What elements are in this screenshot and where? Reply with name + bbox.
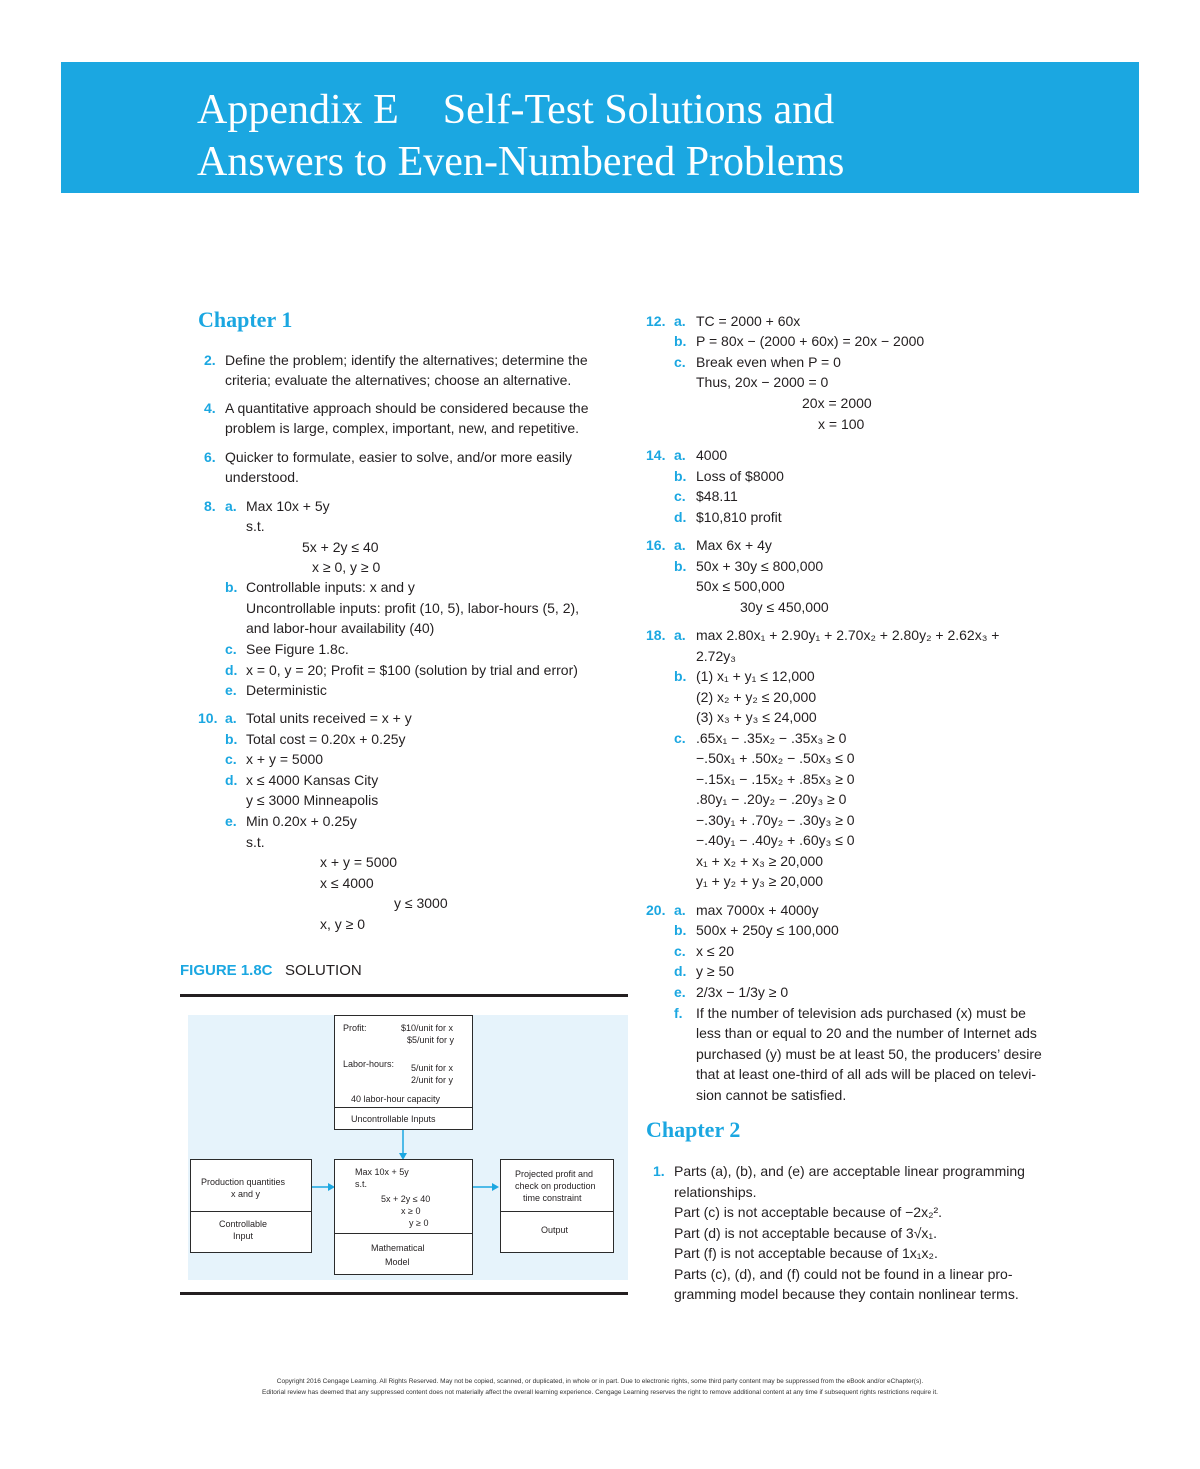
problem-10a-label: a.: [225, 710, 237, 726]
mathematical-model-box: [334, 1159, 473, 1275]
problem-20f-line5: sion cannot be satisfied.: [696, 1087, 847, 1103]
problem-20f-line4: that at least one-third of all ads will be placed on televi-: [696, 1066, 1037, 1082]
problem-18c-line4: .80y₁ − .20y₂ − .20y₃ ≥ 0: [696, 791, 847, 807]
arrow-head-right-2: [492, 1183, 499, 1191]
problem-20f-line3: purchased (y) must be at least 50, the producers’ desire: [696, 1046, 1042, 1062]
problem-4-line1: A quantitative approach should be considered because the: [225, 400, 589, 416]
figure-caption: [180, 962, 362, 979]
problem-8-number: 8.: [204, 498, 216, 514]
figure-top-rule: [180, 994, 628, 997]
copyright-line2: Editorial review has deemed that any suppressed content does not materially affect the overall learning experience. Cengage Learning reserves the right to remove additional content at any time if subsequent rights restrictions require it.: [262, 1389, 938, 1396]
output-caption: Output: [541, 1225, 569, 1235]
title-line1-a: Appendix E: [197, 87, 399, 133]
title-line2: Answers to Even-Numbered Problems: [197, 139, 845, 185]
problem-6-number: 6.: [204, 449, 216, 465]
problem-14d-label: d.: [674, 509, 687, 525]
model-y-nonneg: y ≥ 0: [409, 1218, 429, 1228]
problem-18a-line2: 2.72y₃: [696, 648, 736, 664]
chapter2-p1-line4: Part (d) is not acceptable because of 3√x₁.: [674, 1225, 937, 1241]
problem-8b-label: b.: [225, 579, 238, 595]
problem-12c-line3: 20x = 2000: [802, 395, 872, 411]
problem-8a-line2: s.t.: [246, 518, 265, 534]
profit-y: $5/unit for y: [407, 1035, 455, 1045]
x-and-y: x and y: [231, 1189, 261, 1199]
uncontrollable-caption: Uncontrollable Inputs: [351, 1114, 436, 1124]
problem-2-number: 2.: [204, 352, 216, 368]
projected-profit: Projected profit and: [515, 1169, 594, 1179]
problem-18c-line5: −.30y₁ + .70y₂ − .30y₃ ≥ 0: [696, 812, 855, 828]
chapter2-p1-line3: Part (c) is not acceptable because of −2x₂².: [674, 1204, 943, 1220]
problem-20a-text: max 7000x + 4000y: [696, 902, 819, 918]
model-x-nonneg: x ≥ 0: [401, 1206, 421, 1216]
problem-10e-line3: x + y = 5000: [320, 854, 398, 870]
problem-18c-line1: .65x₁ − .35x₂ − .35x₃ ≥ 0: [696, 730, 847, 746]
problem-20e-label: e.: [674, 984, 686, 1000]
problem-6-line1: Quicker to formulate, easier to solve, and/or more easily: [225, 449, 573, 465]
problem-10d-line1: x ≤ 4000 Kansas City: [246, 772, 379, 788]
problem-12a-label: a.: [674, 313, 686, 329]
problem-18a-line1: max 2.80x₁ + 2.90y₁ + 2.70x₂ + 2.80y₂ + 2.62x₃ +: [696, 627, 1000, 643]
problem-14c-text: $48.11: [696, 488, 738, 504]
problem-10d-line2: y ≤ 3000 Minneapolis: [246, 792, 379, 808]
problem-14c-label: c.: [674, 488, 686, 504]
problem-20a-label: a.: [674, 902, 686, 918]
problem-18c-line8: y₁ + y₂ + y₃ ≥ 20,000: [696, 873, 824, 889]
model-caption: Model: [385, 1257, 410, 1267]
model-st: s.t.: [355, 1179, 368, 1189]
problem-10e-line4: x ≤ 4000: [320, 875, 374, 891]
problem-6-line2: understood.: [225, 469, 299, 485]
labor-label: Labor-hours:: [343, 1059, 395, 1069]
production-quantities: Production quantities: [201, 1177, 286, 1187]
check-production: check on production: [515, 1181, 596, 1191]
problem-8c-text: See Figure 1.8c.: [246, 641, 349, 657]
problem-16-number: 16.: [646, 537, 666, 553]
problem-14b-label: b.: [674, 468, 687, 484]
problem-16b-label: b.: [674, 558, 687, 574]
problem-18b-line1: (1) x₁ + y₁ ≤ 12,000: [696, 668, 815, 684]
mathematical-caption: Mathematical: [371, 1243, 425, 1253]
problem-8e-label: e.: [225, 682, 237, 698]
problem-20b-label: b.: [674, 922, 687, 938]
problem-16b-line3: 30y ≤ 450,000: [740, 599, 829, 615]
problem-12c-line2: Thus, 20x − 2000 = 0: [696, 374, 829, 390]
problem-12c-label: c.: [674, 354, 686, 370]
title-line1-b: Self-Test Solutions and: [442, 87, 835, 133]
time-constraint: time constraint: [523, 1193, 582, 1203]
problem-10e-line2: s.t.: [246, 834, 265, 850]
chapter2-p1-line6: Parts (c), (d), and (f) could not be found in a linear pro-: [674, 1266, 1013, 1282]
problem-16b-line2: 50x ≤ 500,000: [696, 578, 785, 594]
problem-8b-line1: Controllable inputs: x and y: [246, 579, 415, 595]
copyright-line1: Copyright 2016 Cengage Learning. All Rights Reserved. May not be copied, scanned, or duplicated, in whole or in part. Due to electronic rights, some third party content may be suppressed from the eBook and/or eChapter(s).: [276, 1378, 924, 1385]
controllable-input-box: [190, 1159, 312, 1253]
problem-10b-text: Total cost = 0.20x + 0.25y: [246, 731, 406, 747]
problem-12c-line4: x = 100: [818, 416, 865, 432]
problem-8b-line3: and labor-hour availability (40): [246, 620, 435, 636]
problem-10-number: 10.: [198, 710, 218, 726]
problem-8b-line2: Uncontrollable inputs: profit (10, 5), labor-hours (5, 2),: [246, 600, 580, 616]
problem-10e-line1: Min 0.20x + 0.25y: [246, 813, 357, 829]
problem-10e-line5: y ≤ 3000: [394, 895, 448, 911]
model-constraint: 5x + 2y ≤ 40: [381, 1194, 431, 1204]
problem-8a-line4: x ≥ 0, y ≥ 0: [312, 559, 381, 575]
problem-10c-text: x + y = 5000: [246, 751, 324, 767]
appendix-banner: [61, 62, 1139, 193]
problem-18c-line2: −.50x₁ + .50x₂ − .50x₃ ≤ 0: [696, 750, 855, 766]
chapter2-p1-line7: gramming model because they contain nonlinear terms.: [674, 1286, 1019, 1302]
problem-2-line2: criteria; evaluate the alternatives; choose an alternative.: [225, 372, 572, 388]
problem-14-number: 14.: [646, 447, 666, 463]
problem-18b-line2: (2) x₂ + y₂ ≤ 20,000: [696, 689, 817, 705]
model-objective: Max 10x + 5y: [355, 1167, 409, 1177]
problem-20d-label: d.: [674, 963, 687, 979]
output-box: [500, 1159, 614, 1253]
problem-4-line2: problem is large, complex, important, new, and repetitive.: [225, 420, 580, 436]
problem-18c-line3: −.15x₁ − .15x₂ + .85x₃ ≥ 0: [696, 771, 855, 787]
problem-10b-label: b.: [225, 731, 238, 747]
problem-20c-text: x ≤ 20: [696, 943, 735, 959]
problem-20f-line1: If the number of television ads purchased (x) must be: [696, 1005, 1026, 1021]
problem-20c-label: c.: [674, 943, 686, 959]
chapter2-heading: Chapter 2: [646, 1117, 741, 1142]
figure-label: FIGURE 1.8C: [180, 962, 273, 979]
problem-16a-label: a.: [674, 537, 686, 553]
problem-8c-label: c.: [225, 641, 237, 657]
uncontrollable-inputs-box: [334, 1015, 473, 1130]
input-caption: Input: [233, 1231, 254, 1241]
chapter1-heading: Chapter 1: [198, 307, 293, 332]
problem-10d-label: d.: [225, 772, 238, 788]
problem-18-number: 18.: [646, 627, 666, 643]
problem-18a-label: a.: [674, 627, 686, 643]
problem-8a-line3: 5x + 2y ≤ 40: [302, 539, 379, 555]
problem-14a-label: a.: [674, 447, 686, 463]
problem-18c-line7: x₁ + x₂ + x₃ ≥ 20,000: [696, 853, 824, 869]
labor-y: 2/unit for y: [411, 1075, 454, 1085]
problem-18c-line6: −.40y₁ − .40y₂ + .60y₃ ≤ 0: [696, 832, 855, 848]
problem-20f-label: f.: [674, 1005, 683, 1021]
problem-8d-text: x = 0, y = 20; Profit = $100 (solution by trial and error): [246, 662, 578, 678]
chapter2-p1-line5: Part (f) is not acceptable because of 1x₁x₂.: [674, 1245, 938, 1261]
labor-x: 5/unit for x: [411, 1063, 454, 1073]
problem-8d-label: d.: [225, 662, 238, 678]
chapter2-p1-line1: Parts (a), (b), and (e) are acceptable linear programming: [674, 1163, 1025, 1179]
problem-20d-text: y ≥ 50: [696, 963, 735, 979]
problem-12-number: 12.: [646, 313, 666, 329]
profit-x: $10/unit for x: [401, 1023, 454, 1033]
problem-10e-label: e.: [225, 813, 237, 829]
problem-2-line1: Define the problem; identify the alternatives; determine the: [225, 352, 588, 368]
problem-10e-line6: x, y ≥ 0: [320, 916, 366, 932]
problem-4-number: 4.: [204, 400, 216, 416]
chapter2-problem-1-number: 1.: [653, 1163, 665, 1179]
problem-18b-line3: (3) x₃ + y₃ ≤ 24,000: [696, 709, 817, 725]
problem-20-number: 20.: [646, 902, 666, 918]
page-title: [197, 84, 844, 188]
problem-14a-text: 4000: [696, 447, 728, 463]
profit-label: Profit:: [343, 1023, 367, 1033]
problem-16b-line1: 50x + 30y ≤ 800,000: [696, 558, 824, 574]
problem-14d-text: $10,810 profit: [696, 509, 782, 525]
problem-14b-text: Loss of $8000: [696, 468, 784, 484]
figure-diagram: [188, 1015, 628, 1280]
capacity: 40 labor-hour capacity: [351, 1094, 441, 1104]
problem-18b-label: b.: [674, 668, 687, 684]
controllable-caption: Controllable: [219, 1219, 268, 1229]
problem-20f-line2: less than or equal to 20 and the number of Internet ads: [696, 1025, 1037, 1041]
problem-20e-text: 2/3x − 1/3y ≥ 0: [696, 984, 789, 1000]
problem-18c-label: c.: [674, 730, 686, 746]
problem-8e-text: Deterministic: [246, 682, 327, 698]
figure-title: SOLUTION: [285, 962, 362, 979]
figure-bottom-rule: [180, 1292, 628, 1295]
problem-20b-text: 500x + 250y ≤ 100,000: [696, 922, 839, 938]
problem-12b-text: P = 80x − (2000 + 60x) = 20x − 2000: [696, 333, 925, 349]
problem-12c-line1: Break even when P = 0: [696, 354, 841, 370]
chapter2-p1-line2: relationships.: [674, 1184, 757, 1200]
problem-10c-label: c.: [225, 751, 237, 767]
problem-8a-label: a.: [225, 498, 237, 514]
problem-16a-text: Max 6x + 4y: [696, 537, 772, 553]
problem-8a-line1: Max 10x + 5y: [246, 498, 330, 514]
problem-12b-label: b.: [674, 333, 687, 349]
problem-10a-text: Total units received = x + y: [246, 710, 412, 726]
problem-12a-text: TC = 2000 + 60x: [696, 313, 801, 329]
